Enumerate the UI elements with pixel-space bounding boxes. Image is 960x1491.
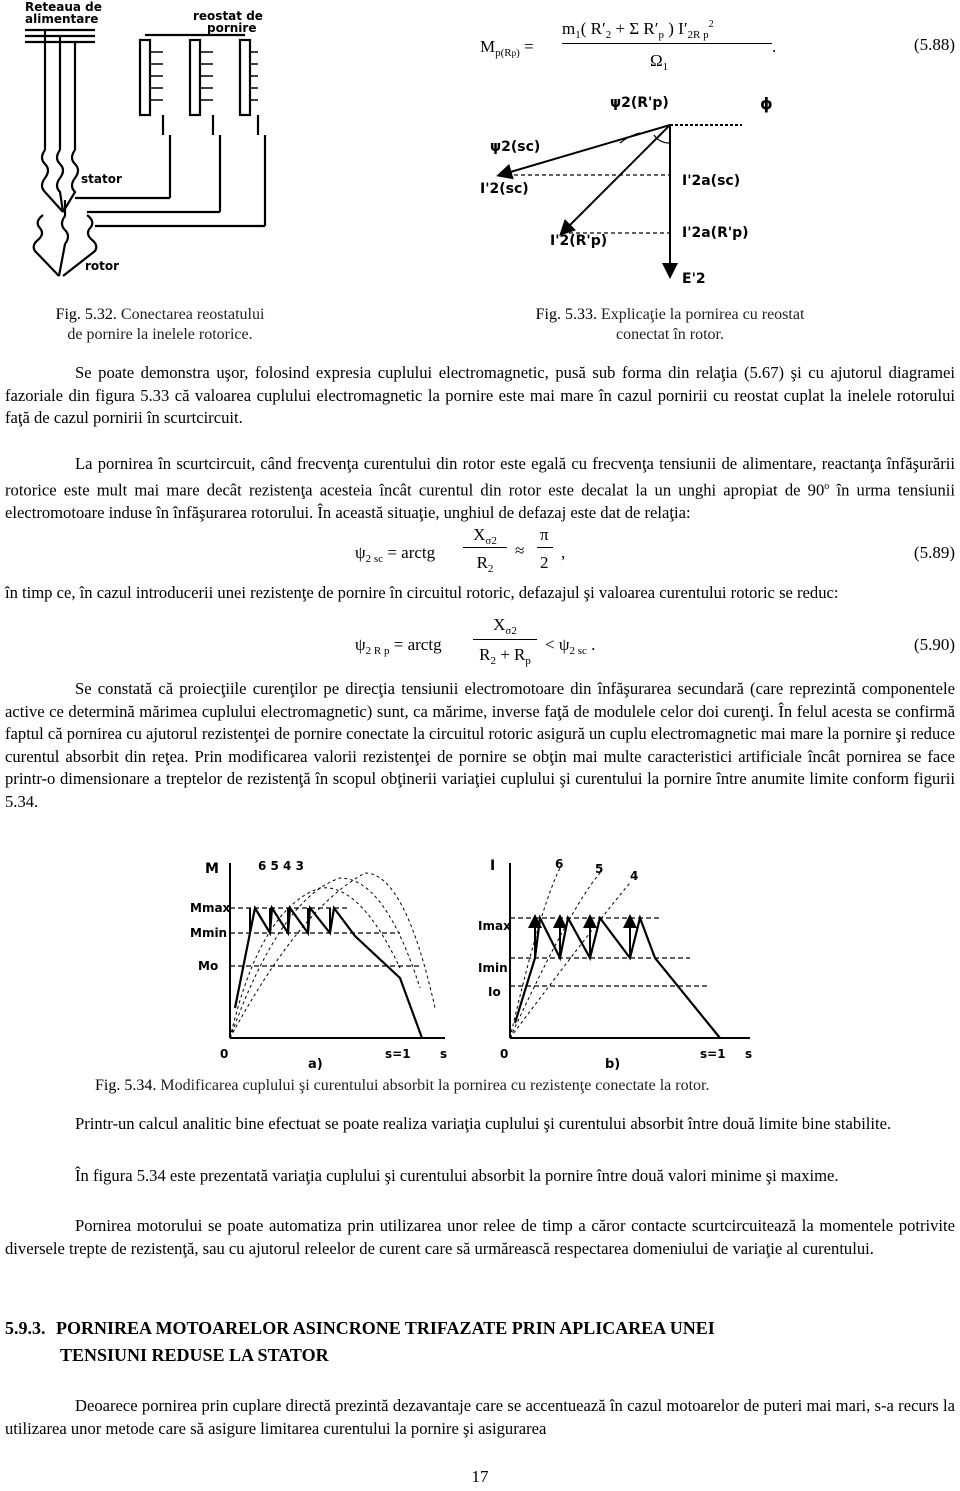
paragraph-5: Printr-un calcul analitic bine efectuat se poate realiza variaţia cuplului şi curentului absorbit între două limite bine stabilite. — [75, 1114, 892, 1133]
figure-5-33-phasor-diagram — [470, 85, 790, 295]
fig534b-n5: 5 — [595, 862, 604, 876]
fig534-panel-b — [478, 857, 752, 1072]
fig532-label-stator: stator — [81, 172, 122, 186]
fig534a-zero: 0 — [220, 1047, 229, 1061]
section-heading — [5, 1315, 715, 1369]
section-heading-line-2: TENSIUNI REDUSE LA STATOR — [60, 1345, 329, 1365]
fig534a-panel: a) — [308, 1057, 323, 1072]
fig534b-imax: Imax — [478, 919, 511, 933]
fig532-label-rheostat-1: reostat de — [193, 9, 263, 23]
fig532-caption-label: Fig. 5.32. — [55, 306, 117, 323]
fig533-label-ia-rp: I'2a(R'p) — [682, 225, 749, 241]
fig534a-y-label: M — [205, 861, 219, 877]
fig534b-n6: 6 — [555, 857, 564, 871]
paragraph-2-part-a: La pornirea în scurtcircuit, când frecvenţa curentului din rotor este egală cu frecvenţa tensiunii de alimentare, reactanţa înfăşurării rotorice este mult mai mare decât rezistenţa acesteia încât curentul din rotor este decalat la un unghi apropiat de 90 — [5, 454, 955, 500]
equation-5-89-number: (5.89) — [913, 543, 955, 562]
section-heading-line-1: PORNIREA MOTOARELOR ASINCRONE TRIFAZATE PRIN APLICAREA UNEI — [56, 1318, 715, 1338]
fig534-caption — [95, 1076, 895, 1096]
paragraph-3: în timp ce, în cazul introducerii unei rezistenţe de pornire în circuitul rotoric, defazajul şi valoarea curentului rotoric se reduc: — [5, 583, 839, 602]
equation-5-88-number: (5.88) — [913, 35, 955, 54]
fig532-caption — [10, 305, 310, 345]
fig534a-s: s — [440, 1047, 448, 1061]
fig532-label-network-1: Reteaua de — [25, 0, 102, 14]
equation-5-90: $\psi_{2 R p}$ = arctg $X_{\sigma 2}$ $R_2 + R_p$ < $\psi_{2 sc}$ . — [355, 615, 596, 667]
fig534a-mmin: Mmin — [190, 926, 228, 940]
equation-5-90-number: (5.90) — [913, 635, 955, 654]
section-heading-number: 5.9.3. — [5, 1318, 46, 1338]
paragraph-8: Deoarece pornirea prin cuplare directă prezintă dezavantaje care se accentuează în cazul motoarelor de puteri mai mari, s-a recurs la utilizarea unor metode care să asigure limitarea curentului la pornire şi asigurarea — [5, 1396, 955, 1438]
paragraph-4: Se constată că proiecţiile curenţilor pe direcţia tensiunii electromotoare din înfăşurarea secundară (care reprezintă componentele active ce determină mărimea cuplului electromagnetic) sunt, ca mărime, inverse faţă de modulele celor doi curenţi. În felul acesta se confirmă faptul că pornirea cu ajutorul rezistenţei de pornire conectate la circuitul rotoric asigură un cuplu electromagnetic mai mare la pornire şi reduce curentul absorbit din reţea. Prin modificarea valorii rezistenţei de pornire se obţin mai multe caracteristici artificiale încât pornirea se face printr-o dimensionare a treptelor de rezistenţă în scopul obţinerii variaţiei cuplului şi curentului la pornire între anumite limite conform figurii 5.34. — [5, 679, 955, 811]
paragraph-2-part-b: în urma tensiunii electromotoare induse în înfăşurarea rotorului. În această situaţie, unghiul de defazaj este dat de relaţia: — [5, 480, 955, 522]
fig532-caption-text-2: de pornire la inelele rotorice. — [67, 326, 253, 343]
fig532-label-rotor: rotor — [85, 259, 120, 273]
paragraph-6: În figura 5.34 este prezentată variaţia cuplului şi curentului absorbit la pornire între două valori minime şi maxime. — [75, 1166, 839, 1185]
fig533-label-psi-rp: ψ2(R'p) — [610, 95, 669, 111]
fig534-panel-a — [190, 859, 447, 1072]
fig532-label-rheostat-2: pornire — [207, 21, 257, 35]
paragraph-7: Pornirea motorului se poate automatiza prin utilizarea unor relee de timp a căror contacte scurtcircuitează la momentele potrivite diversele trepte de rezistenţă, sau cu ajutorul releelor de curent care să urmărească respectarea domeniului de variaţie al curentului. — [5, 1216, 955, 1258]
fig534a-s1: s=1 — [385, 1047, 411, 1061]
fig534b-s1: s=1 — [700, 1047, 726, 1061]
equation-5-88: $M_{p(Rp)}$ = $m_1$( $R'_2 + \Sigma$ $R'_p$ ) $I'_{2R p}^2$ $\Omega_1$ . — [480, 19, 777, 73]
fig534b-s: s — [745, 1047, 753, 1061]
fig533-label-ia-sc: I'2a(sc) — [682, 173, 741, 189]
fig533-label-psi-sc: ψ2(sc) — [490, 139, 541, 155]
fig534-caption-label: Fig. 5.34. — [95, 1077, 157, 1094]
fig534a-top-numbers: 6 5 4 3 — [258, 859, 304, 873]
fig533-label-phi: ϕ — [760, 94, 773, 113]
fig534b-n4: 4 — [630, 869, 639, 883]
fig534b-io: Io — [488, 985, 501, 999]
fig534b-imin: Imin — [478, 961, 508, 975]
fig534a-mmax: Mmax — [190, 901, 231, 915]
fig532-label-network-2: alimentare — [25, 12, 99, 26]
fig533-caption-text-2: conectat în rotor. — [616, 326, 724, 343]
fig534a-mo: Mo — [198, 959, 219, 973]
fig534b-zero: 0 — [500, 1047, 509, 1061]
fig533-caption — [470, 305, 870, 345]
paragraph-2-sup: o — [824, 480, 830, 492]
fig534-caption-text: Modificarea cuplului şi curentului absorbit la pornirea cu rezistenţe conectate la rotor. — [160, 1077, 710, 1094]
paragraph-2 — [5, 453, 955, 524]
paragraph-1: Se poate demonstra uşor, folosind expresia cuplului electromagnetic, pusă sub forma din relaţia (5.67) şi cu ajutorul diagramei fazoriale din figura 5.33 că valoarea cuplului electromagnetic la pornire este mai mare în cazul pornirii cu reostat cuplat la inelele rotorului faţă de cazul pornirii în scurtcircuit. — [5, 363, 955, 428]
fig533-caption-text-1: Explicaţie la pornirea cu reostat — [600, 306, 805, 323]
figure-5-34-torque-current-plots — [190, 848, 770, 1073]
fig533-caption-label: Fig. 5.33. — [535, 306, 597, 323]
page-number: 17 — [471, 1467, 489, 1486]
fig534b-panel: b) — [605, 1057, 621, 1072]
fig533-label-i-sc: I'2(sc) — [480, 181, 529, 197]
figure-5-32-wiring-diagram — [15, 0, 280, 295]
fig533-label-e2: E'2 — [682, 271, 706, 287]
fig533-label-i-rp: I'2(R'p) — [550, 233, 608, 249]
equation-5-89: $\psi_{2 sc}$ = arctg $X_{\sigma 2}$ $R_2$ ≈ π 2 , — [355, 525, 566, 575]
fig532-caption-text-1: Conectarea reostatului — [120, 306, 265, 323]
fig534b-y-label: I — [490, 858, 496, 874]
